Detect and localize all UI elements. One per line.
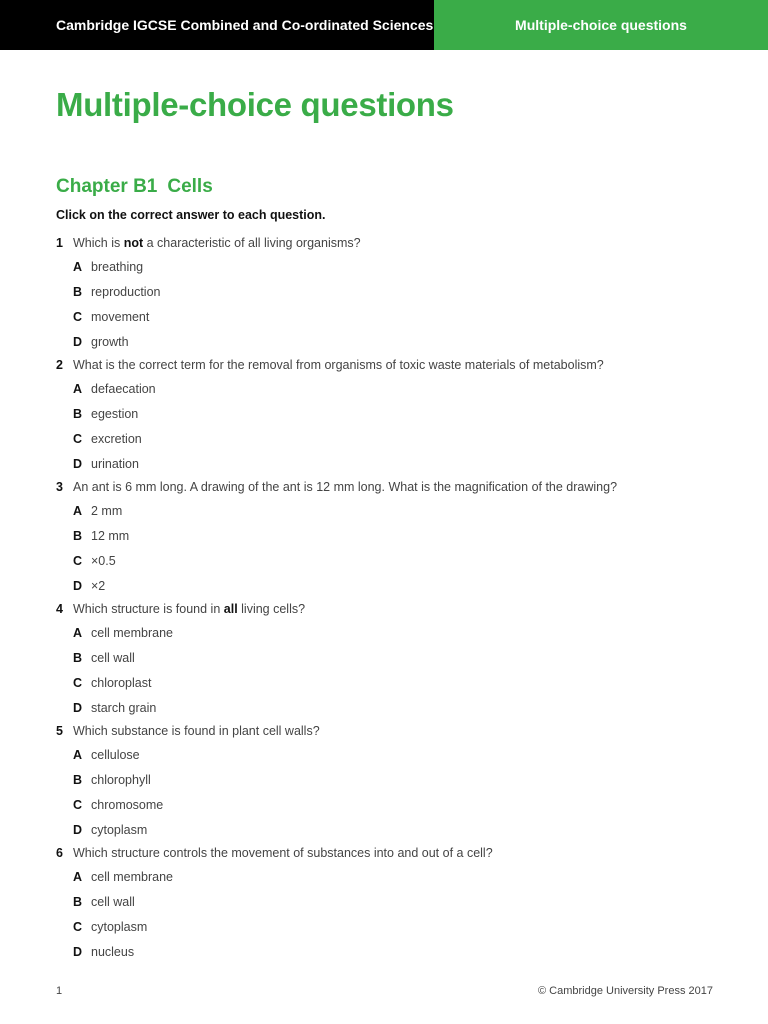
- question-text: [73, 236, 361, 250]
- chapter-heading: [56, 176, 213, 198]
- answer-option-b[interactable]: [56, 889, 736, 914]
- header-section-title: Multiple-choice questions: [434, 0, 768, 50]
- option-text: cellulose: [91, 747, 140, 762]
- option-letter: A: [73, 503, 83, 518]
- option-text: starch grain: [91, 700, 157, 715]
- question-number: 3: [56, 480, 63, 494]
- option-text: cell wall: [91, 894, 135, 909]
- question-1: [56, 232, 736, 354]
- option-letter: C: [73, 919, 83, 934]
- option-text: urination: [91, 456, 139, 471]
- option-text: movement: [91, 309, 150, 324]
- question-number: 2: [56, 358, 63, 372]
- answer-option-d[interactable]: [56, 451, 736, 476]
- question-stem: [56, 598, 736, 620]
- question-text: [73, 846, 493, 860]
- answer-option-a[interactable]: [56, 498, 736, 523]
- question-5: [56, 720, 736, 842]
- question-number: 1: [56, 236, 63, 250]
- option-text: 2 mm: [91, 503, 123, 518]
- option-text: chlorophyll: [91, 772, 151, 787]
- option-letter: C: [73, 431, 83, 446]
- answer-option-a[interactable]: [56, 620, 736, 645]
- question-stem: [56, 842, 736, 864]
- option-text: cell wall: [91, 650, 135, 665]
- question-text-after: living cells?: [237, 602, 306, 616]
- option-letter: C: [73, 797, 83, 812]
- answer-option-c[interactable]: [56, 304, 736, 329]
- answer-option-b[interactable]: [56, 279, 736, 304]
- question-stem: [56, 720, 736, 742]
- question-3: [56, 476, 736, 598]
- option-text: excretion: [91, 431, 142, 446]
- option-letter: C: [73, 553, 83, 568]
- answer-option-a[interactable]: [56, 376, 736, 401]
- option-letter: A: [73, 259, 83, 274]
- answer-option-b[interactable]: [56, 401, 736, 426]
- question-6: [56, 842, 736, 964]
- question-text-bold: not: [123, 236, 144, 250]
- page-title: Multiple-choice questions: [56, 86, 454, 123]
- option-text: growth: [91, 334, 129, 349]
- option-text: nucleus: [91, 944, 135, 959]
- option-text: cell membrane: [91, 869, 173, 884]
- option-text: chromosome: [91, 797, 164, 812]
- answer-option-b[interactable]: [56, 645, 736, 670]
- answer-option-d[interactable]: [56, 573, 736, 598]
- answer-option-d[interactable]: [56, 939, 736, 964]
- option-letter: A: [73, 381, 83, 396]
- option-letter: D: [73, 944, 83, 959]
- answer-option-a[interactable]: [56, 254, 736, 279]
- option-letter: D: [73, 822, 83, 837]
- option-letter: C: [73, 675, 83, 690]
- option-letter: B: [73, 528, 83, 543]
- option-letter: D: [73, 456, 83, 471]
- question-text: [73, 724, 320, 738]
- question-stem: [56, 354, 736, 376]
- question-2: [56, 354, 736, 476]
- question-text-before: What is the correct term for the removal from organisms of toxic waste materials of metabolism?: [73, 358, 604, 372]
- option-letter: D: [73, 334, 83, 349]
- question-text-before: Which is: [73, 236, 124, 250]
- question-stem: [56, 476, 736, 498]
- option-letter: C: [73, 309, 83, 324]
- question-list: [56, 232, 736, 964]
- answer-option-b[interactable]: [56, 523, 736, 548]
- option-text: reproduction: [91, 284, 161, 299]
- answer-option-a[interactable]: [56, 864, 736, 889]
- option-letter: B: [73, 406, 83, 421]
- header-book-title: Cambridge IGCSE Combined and Co-ordinated Sciences: [0, 0, 434, 50]
- option-text: breathing: [91, 259, 144, 274]
- answer-option-a[interactable]: [56, 742, 736, 767]
- answer-option-c[interactable]: [56, 426, 736, 451]
- question-4: [56, 598, 736, 720]
- option-text: ×2: [91, 578, 106, 593]
- question-number: 5: [56, 724, 63, 738]
- answer-option-c[interactable]: [56, 548, 736, 573]
- option-letter: D: [73, 700, 83, 715]
- option-text: 12 mm: [91, 528, 130, 543]
- option-text: cell membrane: [91, 625, 173, 640]
- answer-option-d[interactable]: [56, 695, 736, 720]
- option-text: defaecation: [91, 381, 156, 396]
- question-text-before: Which structure controls the movement of substances into and out of a cell?: [73, 846, 493, 860]
- answer-option-c[interactable]: [56, 792, 736, 817]
- option-letter: D: [73, 578, 83, 593]
- question-text-before: Which substance is found in plant cell walls?: [73, 724, 320, 738]
- option-text: cytoplasm: [91, 822, 148, 837]
- option-letter: B: [73, 772, 83, 787]
- option-text: ×0.5: [91, 553, 116, 568]
- answer-option-c[interactable]: [56, 670, 736, 695]
- option-letter: A: [73, 869, 83, 884]
- header-bar: [0, 0, 768, 50]
- option-text: chloroplast: [91, 675, 152, 690]
- question-text: [73, 358, 604, 372]
- option-letter: B: [73, 284, 83, 299]
- copyright-notice: © Cambridge University Press 2017: [537, 985, 713, 997]
- question-text-bold: all: [223, 602, 238, 616]
- question-text: [73, 602, 305, 616]
- page-number: 1: [56, 985, 63, 997]
- option-letter: A: [73, 625, 83, 640]
- option-letter: B: [73, 650, 83, 665]
- option-text: egestion: [91, 406, 139, 421]
- question-text-before: An ant is 6 mm long. A drawing of the ant is 12 mm long. What is the magnification of the drawing?: [73, 480, 618, 494]
- option-text: cytoplasm: [91, 919, 148, 934]
- chapter-number: Chapter B1: [56, 176, 158, 197]
- option-letter: B: [73, 894, 83, 909]
- answer-option-d[interactable]: [56, 817, 736, 842]
- question-text-after: a characteristic of all living organisms?: [143, 236, 361, 250]
- instruction-text: Click on the correct answer to each question.: [56, 208, 326, 222]
- answer-option-c[interactable]: [56, 914, 736, 939]
- question-stem: [56, 232, 736, 254]
- question-number: 4: [56, 602, 63, 616]
- option-letter: A: [73, 747, 83, 762]
- answer-option-d[interactable]: [56, 329, 736, 354]
- question-text: [73, 480, 617, 494]
- question-number: 6: [56, 846, 63, 860]
- answer-option-b[interactable]: [56, 767, 736, 792]
- question-text-before: Which structure is found in: [73, 602, 224, 616]
- chapter-name: Cells: [167, 176, 213, 197]
